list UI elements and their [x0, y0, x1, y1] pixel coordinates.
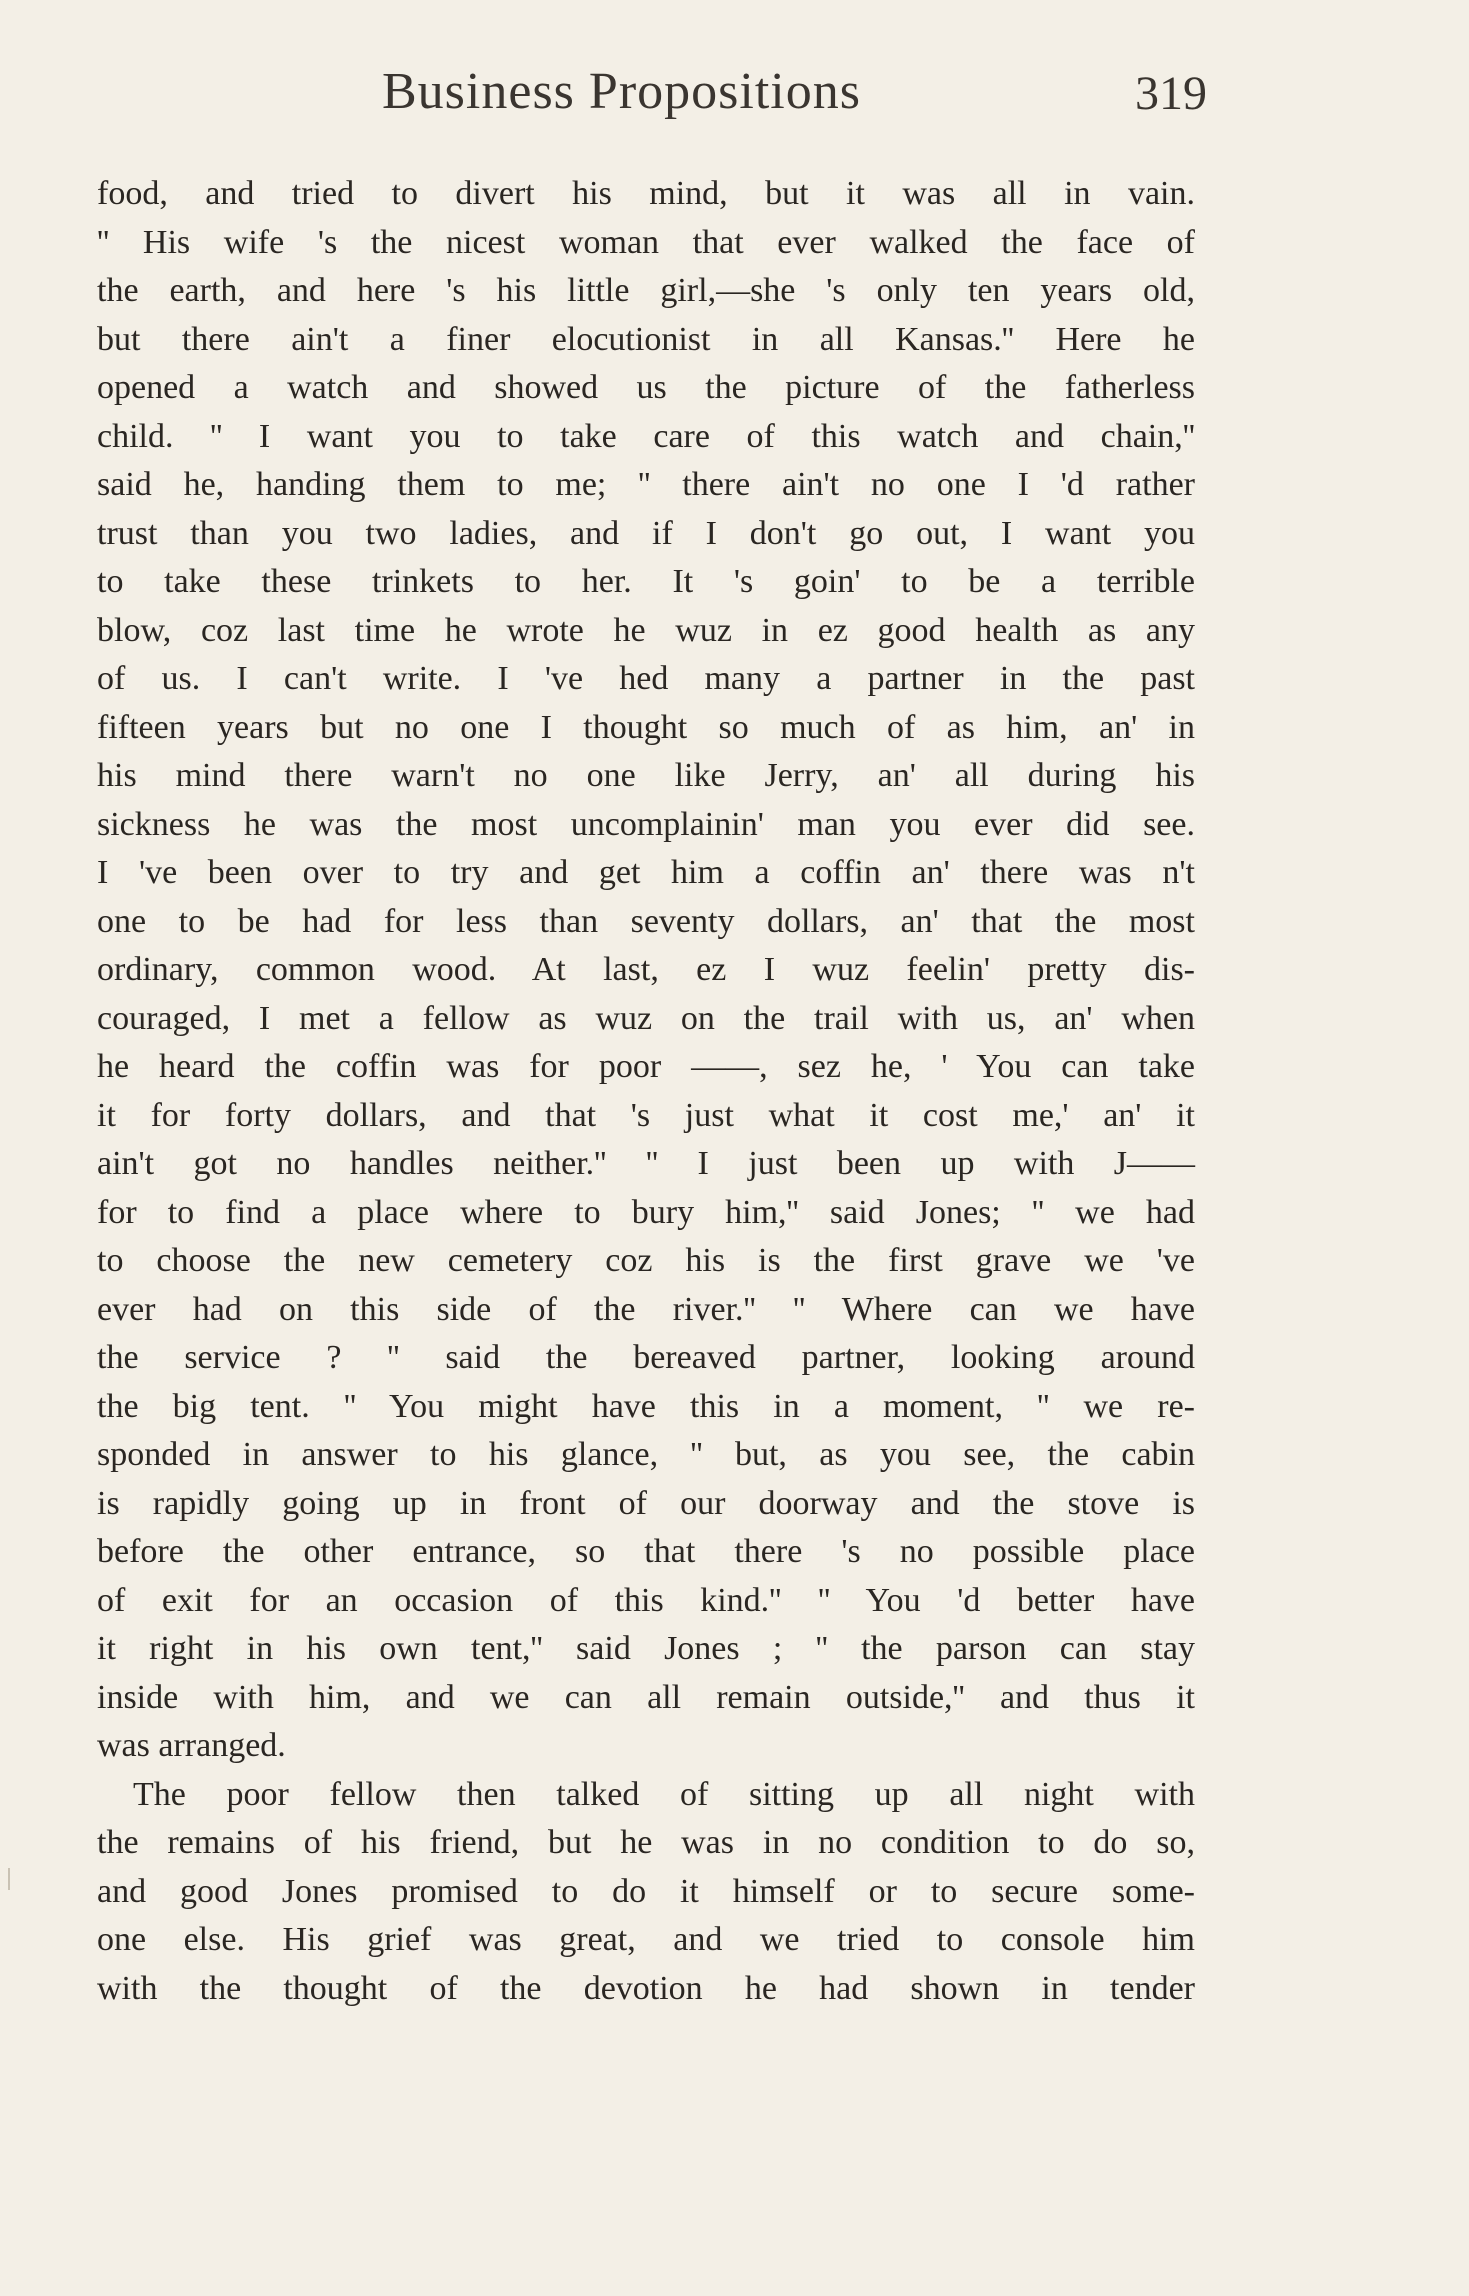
text-line: the big tent. '' You might have this in a moment, '' we re-: [97, 1387, 1195, 1425]
text-line: the remains of his friend, but he was in no condition to do so,: [97, 1824, 1195, 1861]
text-line: his mind there warn't no one like Jerry, an' all during his: [97, 757, 1195, 794]
text-line: couraged, I met a fellow as wuz on the trail with us, an' when: [97, 999, 1195, 1037]
running-head: Business Propositions: [382, 63, 861, 120]
text-line: I 've been over to try and get him a coffin an' there was n't: [97, 854, 1195, 891]
text-line: the service ? '' said the bereaved partner, looking around: [97, 1339, 1195, 1376]
text-line: and good Jones promised to do it himself or to secure some-: [97, 1872, 1195, 1910]
text-line: with the thought of the devotion he had shown in tender: [97, 1969, 1195, 2007]
text-line: before the other entrance, so that there 's no possible place: [97, 1533, 1195, 1570]
text-line: ain't got no handles neither.'' '' I just been up with J——: [97, 1145, 1195, 1182]
text-line: ordinary, common wood. At last, ez I wuz feelin' pretty dis-: [97, 951, 1195, 988]
text-line: one to be had for less than seventy dollars, an' that the most: [97, 902, 1195, 940]
text-line: one else. His grief was great, and we tried to console him: [97, 1921, 1195, 1958]
paragraph-start-line: The poor fellow then talked of sitting up all night with: [133, 1775, 1195, 1813]
text-line: for to find a place where to bury him,'' said Jones; '' we had: [97, 1193, 1195, 1231]
text-line: the earth, and here 's his little girl,—she 's only ten years old,: [97, 272, 1195, 309]
text-line: blow, coz last time he wrote he wuz in ez good health as any: [97, 611, 1195, 649]
text-line: to take these trinkets to her. It 's goin' to be a terrible: [97, 563, 1195, 600]
body-text: [97, 170, 1195, 2013]
text-line: ever had on this side of the river.'' '' Where can we have: [97, 1290, 1195, 1328]
page-header: [97, 62, 1207, 132]
text-line: said he, handing them to me; '' there ain't no one I 'd rather: [97, 466, 1195, 503]
text-line: sponded in answer to his glance, '' but, as you see, the cabin: [97, 1436, 1195, 1473]
text-line: child. '' I want you to take care of this watch and chain,'': [97, 417, 1195, 455]
text-line: inside with him, and we can all remain outside,'' and thus it: [97, 1678, 1195, 1716]
text-line: fifteen years but no one I thought so much of as him, an' in: [97, 708, 1195, 746]
text-line: trust than you two ladies, and if I don't go out, I want you: [97, 514, 1195, 552]
page-edge-mark: [8, 1868, 10, 1890]
text-line: it for forty dollars, and that 's just what it cost me,' an' it: [97, 1096, 1195, 1134]
text-line: but there ain't a finer elocutionist in all Kansas.'' Here he: [97, 320, 1195, 358]
text-line: of us. I can't write. I 've hed many a partner in the past: [97, 660, 1195, 697]
text-line: of exit for an occasion of this kind.'' '' You 'd better have: [97, 1581, 1195, 1619]
text-line: to choose the new cemetery coz his is the first grave we 've: [97, 1242, 1195, 1279]
text-line: sickness he was the most uncomplainin' man you ever did see.: [97, 805, 1195, 843]
text-line: opened a watch and showed us the picture of the fatherless: [97, 369, 1195, 406]
text-line: food, and tried to divert his mind, but it was all in vain.: [97, 175, 1195, 212]
text-line: it right in his own tent,'' said Jones ; '' the parson can stay: [97, 1630, 1195, 1667]
page-number: 319: [1135, 67, 1207, 120]
text-line: he heard the coffin was for poor ——, sez he, ' You can take: [97, 1048, 1195, 1085]
text-line: is rapidly going up in front of our doorway and the stove is: [97, 1484, 1195, 1522]
paragraph-end-line: was arranged.: [97, 1727, 286, 1764]
text-line: '' His wife 's the nicest woman that ever walked the face of: [97, 223, 1195, 261]
